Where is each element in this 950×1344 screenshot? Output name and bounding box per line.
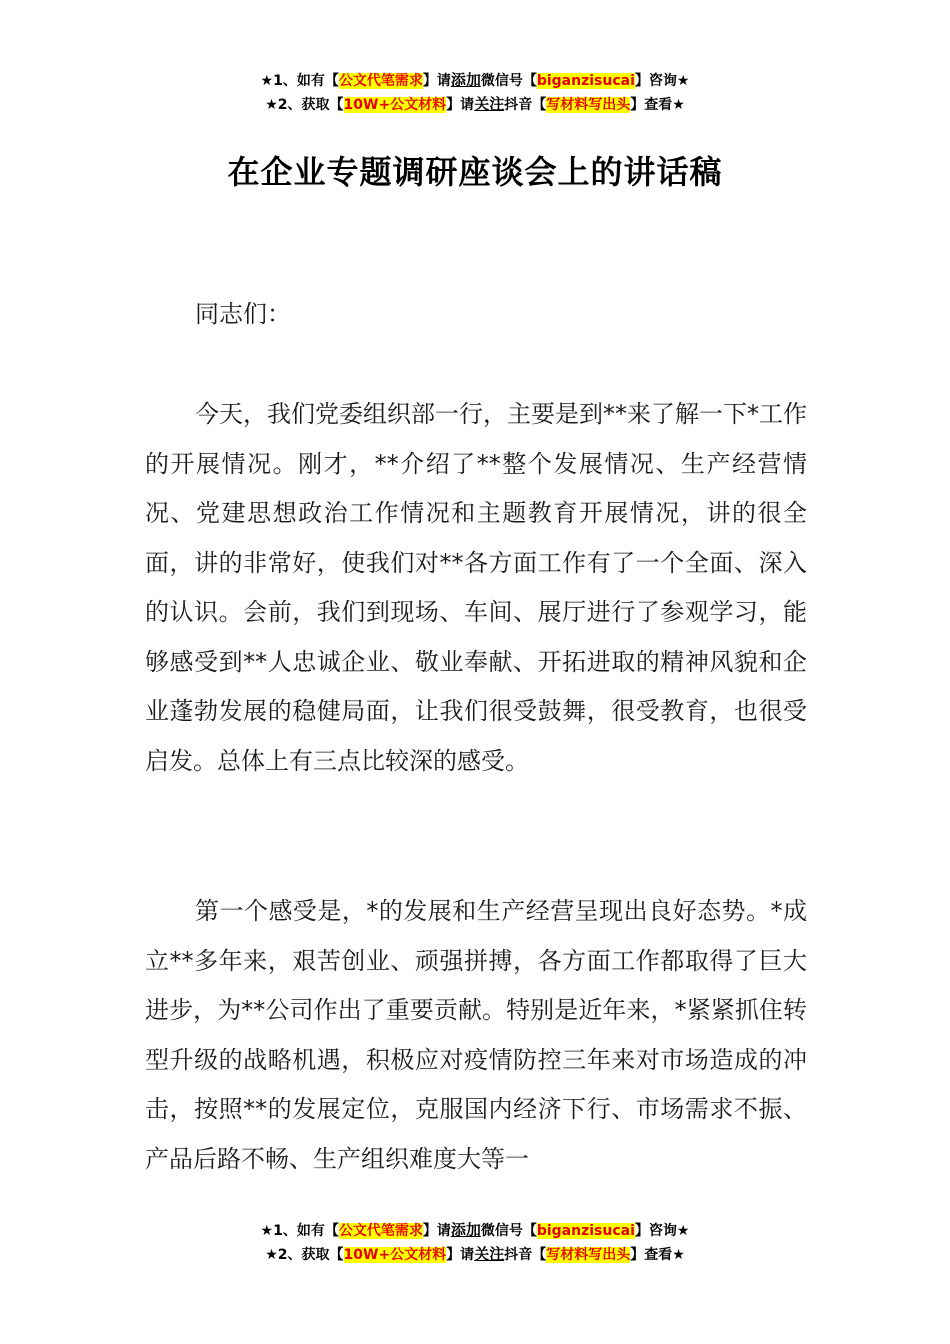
banner-highlight: 10W+公文材料: [343, 1247, 447, 1263]
banner-text: ★2、获取【: [265, 97, 344, 113]
greeting: [145, 290, 807, 340]
banner-text: 微信号【: [480, 73, 537, 89]
banner-text: 】请: [446, 1247, 475, 1263]
document-title: 在企业专题调研座谈会上的讲话稿: [227, 153, 723, 191]
banner-underline: 关注: [474, 95, 505, 113]
banner-highlight: 写材料写出头: [546, 97, 631, 113]
header-banner: [0, 68, 950, 116]
banner-line-1: [0, 1218, 950, 1242]
banner-highlight: 10W+公文材料: [343, 97, 447, 113]
banner-highlight: 公文代笔需求: [338, 73, 423, 89]
banner-line-1: [0, 68, 950, 92]
banner-text: 微信号【: [480, 1223, 537, 1239]
paragraph-text: 今天，我们党委组织部一行，主要是到**来了解一下*工作的开展情况。刚才，**介绍了**整个发展情况、生产经营情况、党建思想政治工作情况和主题教育开展情况，讲的很全面，讲的非常好，使我们对**各方面工作有了一个全面、深入的认识。会前，我们到现场、车间、展厅进行了参观学习，能够感受到**人忠诚企业、敬业奉献、开拓进取的精神风貌和企业蓬勃发展的稳健局面，让我们很受鼓舞，很受教育，也很受启发。总体上有三点比较深的感受。: [145, 400, 807, 775]
banner-highlight: biganzisucai: [536, 1223, 635, 1239]
footer-banner: [0, 1218, 950, 1266]
banner-text: 抖音【: [504, 97, 547, 113]
banner-underline: 关注: [474, 1245, 505, 1263]
banner-text: ★2、获取【: [265, 1247, 344, 1263]
banner-line-2: [0, 1242, 950, 1266]
banner-text: ★1、如有【: [260, 73, 339, 89]
greeting-text: 同志们：: [195, 300, 291, 328]
banner-text: ★1、如有【: [260, 1223, 339, 1239]
body-paragraph-2: [145, 887, 807, 1187]
banner-text: 】查看★: [630, 97, 685, 113]
banner-highlight: 写材料写出头: [546, 1247, 631, 1263]
banner-line-2: [0, 92, 950, 116]
banner-text: 】请: [446, 97, 475, 113]
banner-underline: 添加: [450, 1221, 481, 1239]
paragraph-text: 第一个感受是，*的发展和生产经营呈现出良好态势。*成立**多年来，艰苦创业、顽强拼搏，各方面工作都取得了巨大进步，为**公司作出了重要贡献。特别是近年来，*紧紧抓住转型升级的战略机遇，积极应对疫情防控三年来对市场造成的冲击，按照**的发展定位，克服国内经济下行、市场需求不振、产品后路不畅、生产组织难度大等一: [145, 897, 807, 1173]
banner-highlight: 公文代笔需求: [338, 1223, 423, 1239]
banner-underline: 添加: [450, 71, 481, 89]
banner-text: 】请: [422, 73, 451, 89]
banner-text: 】咨询★: [634, 73, 690, 89]
banner-text: 】查看★: [630, 1247, 685, 1263]
banner-text: 】咨询★: [634, 1223, 690, 1239]
body-paragraph-1: [145, 390, 807, 786]
banner-text: 抖音【: [504, 1247, 547, 1263]
banner-text: 】请: [422, 1223, 451, 1239]
banner-highlight: biganzisucai: [536, 73, 635, 89]
